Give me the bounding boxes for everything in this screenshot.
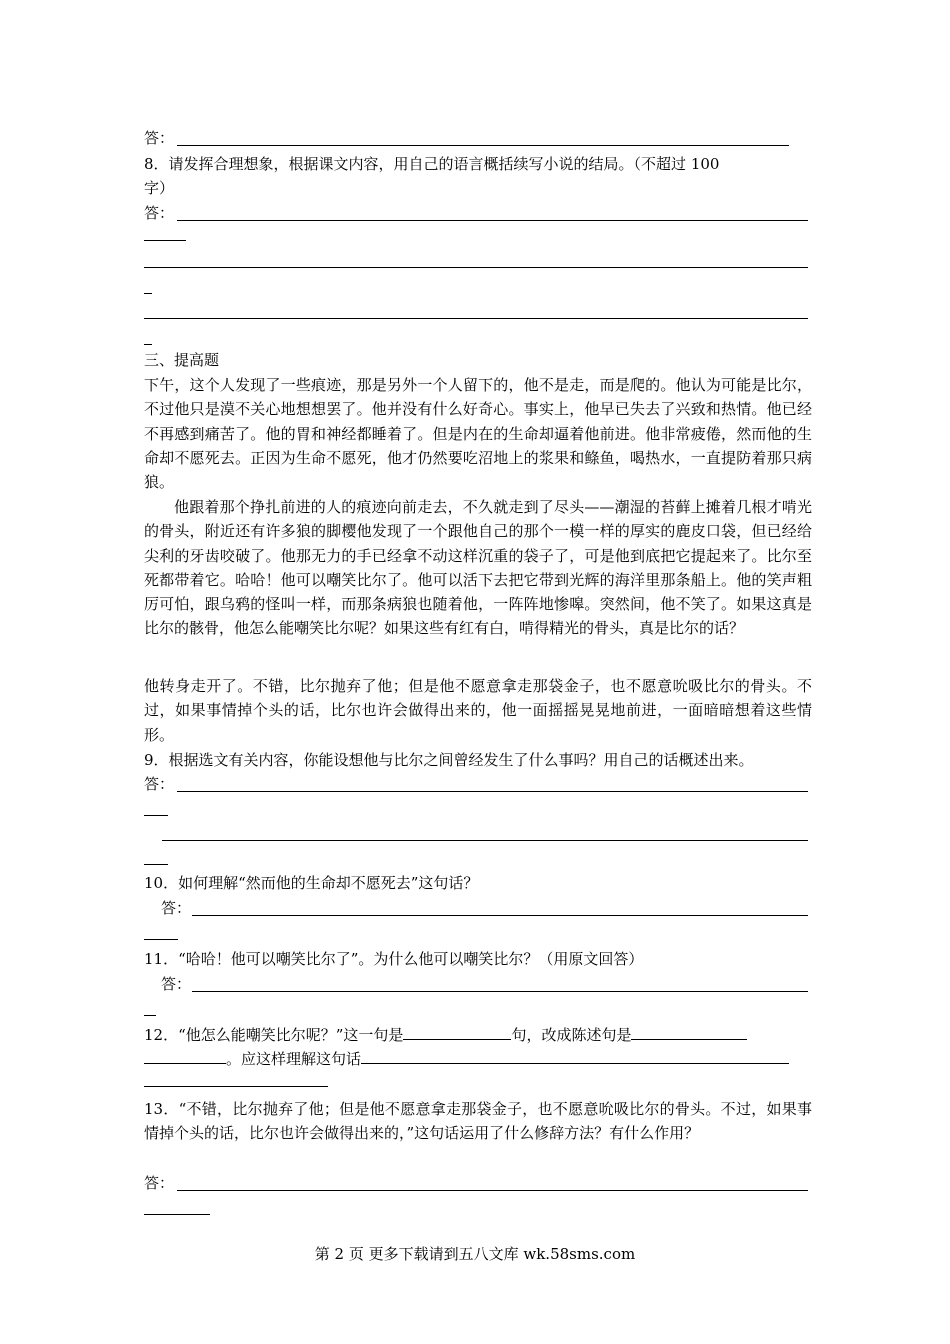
- question-12-line1: [144, 1022, 747, 1047]
- blank-declarative-b[interactable]: [144, 1046, 226, 1064]
- answer-blank-8b[interactable]: [144, 240, 186, 241]
- question-12-part2: 句，改成陈述句是: [511, 1026, 632, 1044]
- answer-blank-10a[interactable]: [192, 915, 808, 916]
- answer-label-9: 答：: [144, 775, 175, 793]
- question-8: 8．请发挥合理想象，根据课文内容，用自己的语言概括续写小说的结局。（不超过 100: [144, 155, 720, 173]
- answer-blank-9a[interactable]: [177, 791, 808, 792]
- answer-blank-13a[interactable]: [177, 1190, 808, 1191]
- question-10: 10．如何理解“然而他的生命却不愿死去”这句话？: [144, 874, 479, 892]
- passage-paragraph-2: 他跟着那个挣扎前进的人的痕迹向前走去，不久就走到了尽头——潮湿的苔藓上摊着几根才啃光的骨头，附近还有许多狼的脚樱他发现了一个跟他自己的那个一模一样的厚实的鹿皮口袋，但已经给尖利的牙齿咬破了。他那无力的手已经拿不动这样沉重的袋子了，可是他到底把它提起来了。比尔至死都带着它。哈哈！他可以嘲笑比尔了。他可以活下去把它带到光辉的海洋里那条船上。他的笑声粗厉可怕，跟乌鸦的怪叫一样，而那条病狼也随着他，一阵阵地惨嗥。突然间，他不笑了。如果这真是比尔的骸骨，他怎么能嘲笑比尔呢？如果这些有红有白，啃得精光的骨头，真是比尔的话？: [144, 498, 812, 638]
- answer-label-10: 答：: [161, 899, 192, 917]
- answer-label-11: 答：: [161, 975, 192, 993]
- answer-blank-9b[interactable]: [144, 815, 168, 816]
- question-11: 11．“哈哈！他可以嘲笑比尔了”。为什么他可以嘲笑比尔？（用原文回答）: [144, 950, 644, 968]
- answer-blank-8f[interactable]: [144, 344, 152, 345]
- question-12-line2: [144, 1046, 789, 1071]
- answer-blank-8d[interactable]: [144, 293, 152, 294]
- answer-blank-11b[interactable]: [144, 1015, 156, 1016]
- answer-blank-8a[interactable]: [177, 220, 808, 221]
- answer-blank-prev[interactable]: [177, 145, 789, 146]
- question-8-cont: 字）: [144, 179, 175, 197]
- answer-label-13: 答：: [144, 1174, 175, 1192]
- answer-blank-9d[interactable]: [144, 864, 168, 865]
- answer-blank-13b[interactable]: [144, 1214, 210, 1215]
- answer-label-prev: 答：: [144, 129, 175, 147]
- question-13: 13．“不错，比尔抛弃了他；但是他不愿意拿走那袋金子，也不愿意吮吸比尔的骨头。不过，如果事情掉个头的话，比尔也许会做得出来的，”这句话运用了什么修辞方法？有什么作用？: [144, 1100, 812, 1143]
- question-9: 9．根据选文有关内容，你能设想他与比尔之间曾经发生了什么事吗？用自己的话概述出来。: [144, 751, 754, 769]
- blank-sentence-type[interactable]: [403, 1022, 511, 1040]
- passage-paragraph-3: 他转身走开了。不错，比尔抛弃了他；但是他不愿意拿走那袋金子，也不愿意吮吸比尔的骨头。不过，如果事情掉个头的话，比尔也许会做得出来的，他一面摇摇晃晃地前进，一面暗暗想着这些情形。: [144, 677, 812, 744]
- passage-paragraph-1: 下午，这个人发现了一些痕迹，那是另外一个人留下的，他不是走，而是爬的。他认为可能是比尔，不过他只是漠不关心地想想罢了。他并没有什么好奇心。事实上，他早已失去了兴致和热情。他已经不再感到痛苦了。他的胃和神经都睡着了。但是内在的生命却逼着他前进。他非常疲倦，然而他的生命却不愿死去。正因为生命不愿死，他才仍然要吃沼地上的浆果和鲦鱼，喝热水，一直提防着那只病狼。: [144, 376, 812, 492]
- answer-blank-9c[interactable]: [162, 840, 808, 841]
- answer-blank-10b[interactable]: [144, 939, 178, 940]
- section-title: 三、提高题: [144, 351, 220, 369]
- blank-declarative-a[interactable]: [631, 1022, 747, 1040]
- answer-label-8: 答：: [144, 204, 175, 222]
- answer-blank-11a[interactable]: [192, 991, 808, 992]
- answer-blank-8c[interactable]: [144, 267, 808, 268]
- page-footer: 第 2 页 更多下载请到五八文库 wk.58sms.com: [314, 1245, 636, 1263]
- question-12-part3: 。应这样理解这句话: [226, 1050, 362, 1068]
- blank-understanding-b[interactable]: [144, 1086, 328, 1087]
- answer-blank-8e[interactable]: [144, 318, 808, 319]
- question-12-part1: 12．“他怎么能嘲笑比尔呢？”这一句是: [144, 1026, 404, 1044]
- blank-understanding-a[interactable]: [361, 1046, 789, 1064]
